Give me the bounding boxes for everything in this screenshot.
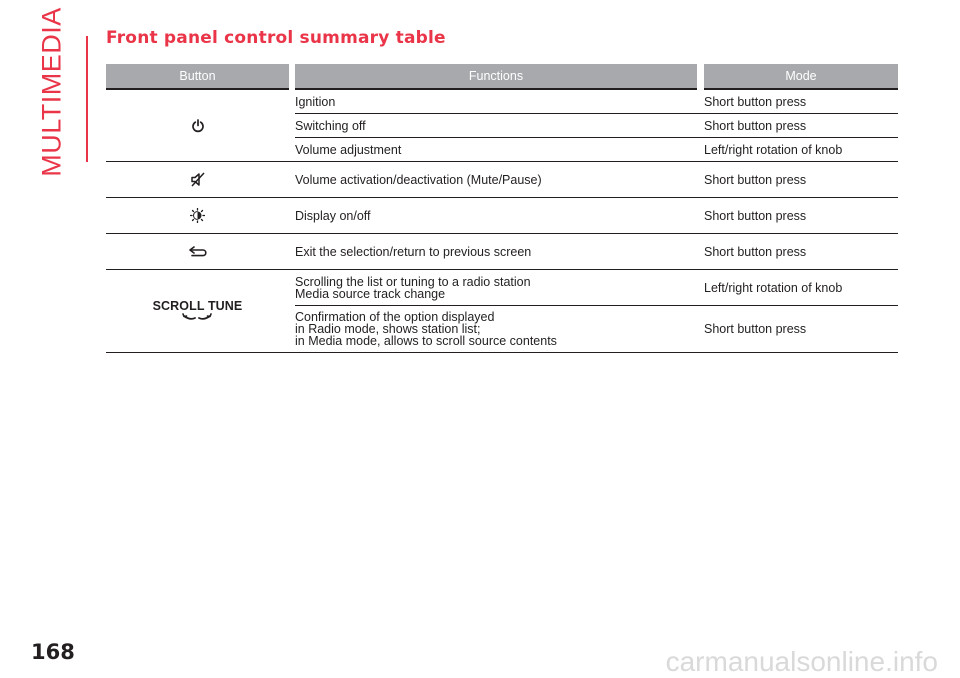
control-summary-table	[106, 64, 898, 353]
mode-text: Short button press	[704, 208, 807, 223]
watermark: carmanualsonline.info	[665, 646, 938, 677]
function-text: Volume activation/deactivation (Mute/Pause)	[295, 172, 542, 187]
function-text: in Radio mode, shows station list;	[295, 322, 481, 336]
table-row	[295, 270, 898, 305]
table-row	[295, 137, 898, 161]
mode-text: Short button press	[704, 118, 807, 133]
function-text: Exit the selection/return to previous screen	[295, 244, 532, 259]
table-row	[295, 90, 898, 113]
table-group-power	[106, 90, 898, 162]
page-number: 168	[31, 640, 75, 664]
function-text: Ignition	[295, 94, 336, 109]
button-cell	[106, 162, 289, 197]
table-group-scroll-tune	[106, 270, 898, 353]
button-cell	[106, 198, 289, 233]
function-text: Display on/off	[295, 208, 371, 223]
mode-text: Short button press	[704, 172, 807, 187]
display-brightness-icon	[190, 208, 205, 223]
header-button: Button	[106, 64, 289, 90]
page-title: Front panel control summary table	[106, 28, 446, 48]
table-row	[295, 162, 898, 197]
power-icon	[191, 119, 205, 133]
table-header	[106, 64, 898, 90]
mute-icon	[190, 172, 205, 187]
table-row	[295, 305, 898, 352]
button-cell	[106, 234, 289, 269]
function-text: Switching off	[295, 118, 366, 133]
back-arrow-icon	[189, 246, 207, 258]
mode-text: Left/right rotation of knob	[704, 280, 843, 295]
function-text: Media source track change	[295, 286, 446, 301]
header-mode: Mode	[704, 64, 898, 90]
section-side-rule	[86, 36, 88, 162]
scroll-tune-label: SCROLL TUNE	[152, 299, 243, 313]
table-row	[295, 198, 898, 233]
function-text: Confirmation of the option displayed	[295, 310, 495, 324]
function-text: in Media mode, allows to scroll source contents	[295, 334, 557, 348]
button-cell	[106, 270, 289, 352]
mode-text: Short button press	[704, 322, 807, 336]
mode-text: Short button press	[704, 244, 807, 259]
section-side-label: MULTIMEDIA	[36, 7, 67, 177]
header-functions: Functions	[295, 64, 697, 90]
table-group-display	[106, 198, 898, 234]
function-text: Scrolling the list or tuning to a radio station	[295, 274, 531, 289]
table-group-mute	[106, 162, 898, 198]
mode-text: Left/right rotation of knob	[704, 142, 843, 157]
table-row	[295, 234, 898, 269]
function-text: Volume adjustment	[295, 142, 402, 157]
rotary-knob-icon	[182, 313, 212, 323]
table-group-back	[106, 234, 898, 270]
table-row	[295, 113, 898, 137]
button-cell	[106, 90, 289, 161]
mode-text: Short button press	[704, 94, 807, 109]
